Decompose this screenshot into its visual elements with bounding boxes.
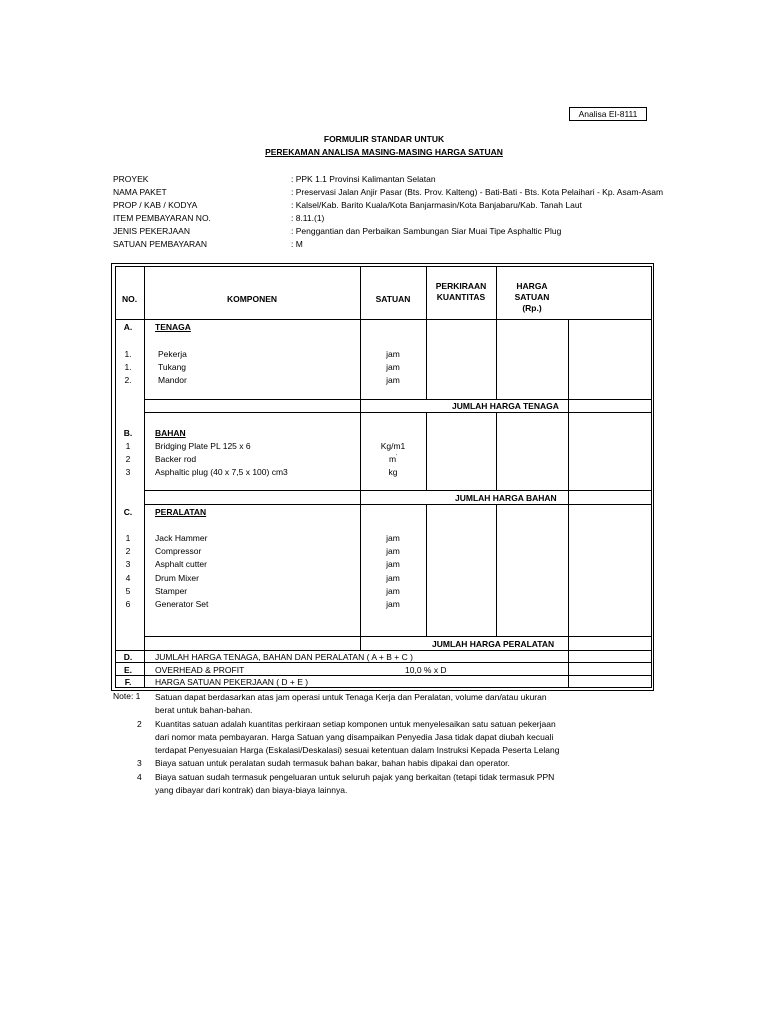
info-value-jenis: : Penggantian dan Perbaikan Sambungan Siar Muai Tipe Asphaltic Plug — [291, 226, 562, 236]
row-satuan: jam — [386, 599, 400, 609]
row-komponen: Bridging Plate PL 125 x 6 — [155, 441, 251, 451]
section-code-c: C. — [123, 507, 133, 517]
row-no: 1 — [125, 533, 131, 543]
header-kuantitas: PERKIRAAN KUANTITAS — [435, 281, 487, 302]
row-divider — [115, 650, 652, 651]
col-divider — [426, 504, 427, 636]
header-komponen: KOMPONEN — [226, 294, 278, 304]
row-komponen: Drum Mixer — [155, 573, 199, 583]
row-komponen: Mandor — [158, 375, 187, 385]
notes-label: Note: 1 — [113, 691, 141, 701]
form-subtitle: PEREKAMAN ANALISA MASING-MASING HARGA SATUAN — [265, 147, 503, 157]
col-divider — [426, 412, 427, 490]
row-komponen: Compressor — [155, 546, 202, 556]
row-satuan: jam — [386, 559, 400, 569]
row-divider — [144, 490, 652, 491]
row-satuan: jam — [386, 375, 400, 385]
row-satuan: jam — [386, 362, 400, 372]
note-2-number: 2 — [137, 719, 142, 729]
overhead-rate: 10,0 % x D — [405, 665, 447, 675]
note-1-line-2: berat untuk bahan-bahan. — [155, 705, 253, 715]
total-bahan: JUMLAH HARGA BAHAN — [455, 493, 557, 503]
total-peralatan: JUMLAH HARGA PERALATAN — [432, 639, 555, 649]
col-divider — [144, 266, 145, 688]
note-2-line-3: terdapat Penyesuaian Harga (Eskalasi/Deskalasi) sesuai ketentuan dalam Instruksi Kepada Peserta Lelang — [155, 745, 560, 755]
col-divider — [426, 266, 427, 399]
row-satuan: m' — [388, 454, 398, 464]
row-satuan: jam — [386, 573, 400, 583]
section-title-peralatan: PERALATAN — [155, 507, 207, 517]
row-divider — [115, 662, 652, 663]
row-no: 2 — [125, 454, 131, 464]
row-no: 3 — [125, 559, 131, 569]
info-value-item-no: : 8.11.(1) — [291, 213, 325, 223]
note-2-line-1: Kuantitas satuan adalah kuantitas perkiraan setiap komponen untuk menyelesaikan satu satuan pekerjaan — [155, 719, 556, 729]
info-value-nama-paket: : Preservasi Jalan Anjir Pasar (Bts. Prov. Kalteng) - Bati-Bati - Bts. Kota Pelaihari - Kp. Asam-Asam — [291, 187, 664, 197]
note-2-line-2: dari nomor mata pembayaran. Harga Satuan yang disampaikan Penyedia Jasa tidak dapat diubah kecuali — [155, 732, 554, 742]
summary-text-d: JUMLAH HARGA TENAGA, BAHAN DAN PERALATAN ( A + B + C ) — [155, 652, 413, 662]
info-value-satuan: : M — [291, 239, 303, 249]
info-value-prop-kab: : Kalsel/Kab. Barito Kuala/Kota Banjarmasin/Kota Banjabaru/Kab. Tanah Laut — [291, 200, 582, 210]
document-reference: Analisa EI-8111 — [569, 107, 647, 121]
note-3-number: 3 — [137, 758, 142, 768]
section-title-tenaga: TENAGA — [155, 322, 191, 332]
row-divider — [144, 504, 652, 505]
row-satuan: Kg/m1 — [380, 441, 406, 451]
row-komponen: Backer rod — [155, 454, 197, 464]
note-3-line-1: Biaya satuan untuk peralatan sudah termasuk bahan bakar, bahan habis dipakai dan operator. — [155, 758, 510, 768]
note-4-number: 4 — [137, 772, 142, 782]
info-label-satuan: SATUAN PEMBAYARAN — [113, 239, 207, 249]
section-code-b: B. — [123, 428, 133, 438]
note-4-line-2: yang dibayar dari kontrak) dan biaya-biaya lainnya. — [155, 785, 348, 795]
row-satuan: jam — [386, 349, 400, 359]
header-harga: HARGA SATUAN (Rp.) — [514, 281, 550, 313]
col-divider — [496, 266, 497, 399]
info-label-item-no: ITEM PEMBAYARAN NO. — [113, 213, 211, 223]
section-title-bahan: BAHAN — [155, 428, 186, 438]
row-satuan: jam — [386, 586, 400, 596]
row-no: 1. — [124, 349, 132, 359]
row-satuan: kg — [388, 467, 398, 477]
row-komponen: Jack Hammer — [155, 533, 208, 543]
col-divider — [496, 504, 497, 636]
row-no: 2. — [124, 375, 132, 385]
row-divider — [115, 319, 652, 320]
header-satuan: SATUAN — [375, 294, 411, 304]
row-no: 1. — [124, 362, 132, 372]
row-no: 2 — [125, 546, 131, 556]
info-label-jenis: JENIS PEKERJAAN — [113, 226, 190, 236]
row-komponen: Asphaltic plug (40 x 7,5 x 100) cm3 — [155, 467, 288, 477]
summary-code-e: E. — [123, 665, 133, 675]
total-tenaga: JUMLAH HARGA TENAGA — [452, 401, 559, 411]
note-1-line-1: Satuan dapat berdasarkan atas jam operasi untuk Tenaga Kerja dan Peralatan, volume dan/atau ukuran — [155, 692, 547, 702]
analysis-table — [115, 266, 652, 688]
header-no: NO. — [121, 294, 138, 304]
info-label-nama-paket: NAMA PAKET — [113, 187, 167, 197]
info-value-proyek: : PPK 1.1 Provinsi Kalimantan Selatan — [291, 174, 436, 184]
row-divider — [144, 399, 652, 400]
row-no: 3 — [125, 467, 131, 477]
note-4-line-1: Biaya satuan sudah termasuk pengeluaran untuk seluruh pajak yang berkaitan (tetapi tidak termasuk PPN — [155, 772, 555, 782]
row-satuan: jam — [386, 533, 400, 543]
row-no: 4 — [125, 573, 131, 583]
summary-text-f: HARGA SATUAN PEKERJAAN ( D + E ) — [155, 677, 309, 687]
row-satuan: jam — [386, 546, 400, 556]
row-komponen: Asphalt cutter — [155, 559, 207, 569]
info-label-prop-kab: PROP / KAB / KODYA — [113, 200, 198, 210]
col-divider — [496, 412, 497, 490]
summary-text-e: OVERHEAD & PROFIT — [155, 665, 245, 675]
row-komponen: Generator Set — [155, 599, 209, 609]
section-code-a: A. — [123, 322, 133, 332]
row-no: 1 — [125, 441, 131, 451]
info-label-proyek: PROYEK — [113, 174, 149, 184]
row-komponen: Tukang — [158, 362, 187, 372]
row-divider — [144, 412, 652, 413]
row-divider — [115, 675, 652, 676]
summary-code-d: D. — [123, 652, 133, 662]
summary-code-f: F. — [124, 677, 132, 687]
row-komponen: Stamper — [155, 586, 188, 596]
form-title: FORMULIR STANDAR UNTUK — [323, 134, 445, 144]
row-no: 6 — [125, 599, 131, 609]
row-no: 5 — [125, 586, 131, 596]
row-divider — [144, 636, 652, 637]
row-komponen: Pekerja — [158, 349, 187, 359]
